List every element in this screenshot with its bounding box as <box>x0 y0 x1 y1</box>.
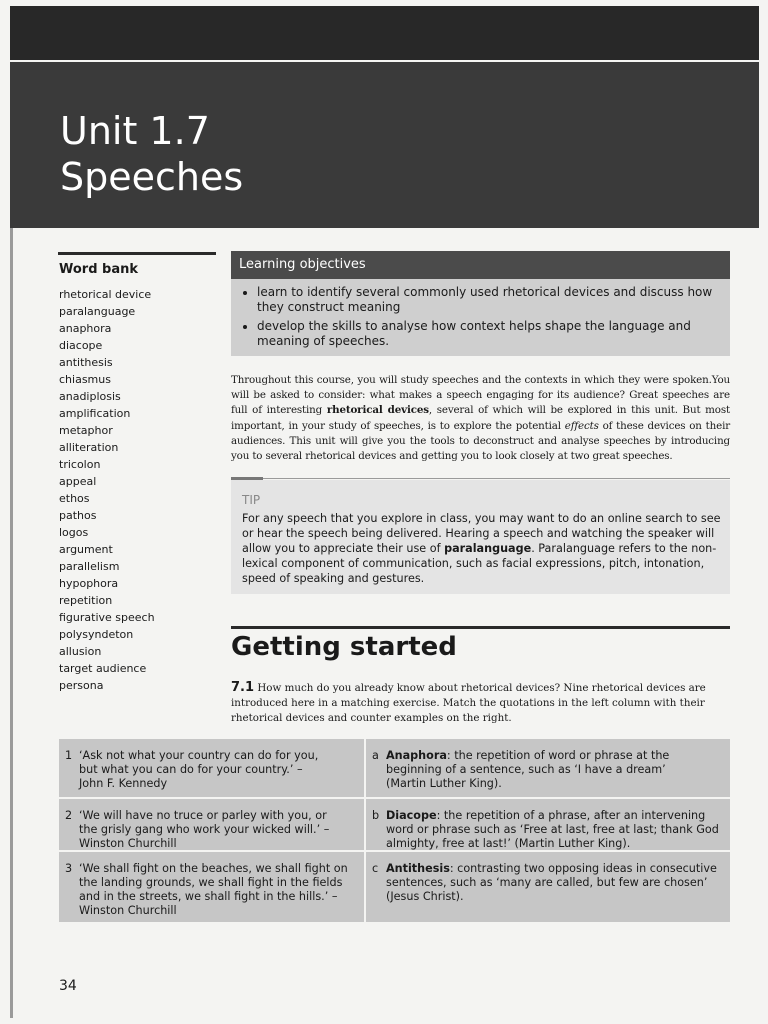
word-bank-item: alliteration <box>59 441 119 454</box>
intro-emphasis: effects <box>564 419 599 432</box>
tip-text <box>242 511 722 586</box>
top-strip <box>10 6 759 60</box>
word-bank-heading: Word bank <box>59 262 139 277</box>
word-bank-item: ethos <box>59 492 90 505</box>
word-bank-item: figurative speech <box>59 611 155 624</box>
page-edge-rule <box>10 228 13 1018</box>
question-7-1 <box>231 680 730 727</box>
getting-started-heading: Getting started <box>231 632 457 662</box>
word-bank-item: persona <box>59 679 104 692</box>
device-term: Antithesis <box>386 862 450 875</box>
unit-title <box>60 108 243 200</box>
device-term: Anaphora <box>386 749 447 762</box>
intro-text: , several of which will be explored in this unit. But most important, in your study of speeches, is to explore the potential <box>231 404 730 432</box>
word-bank-item: tricolon <box>59 458 101 471</box>
page-number: 34 <box>59 978 77 994</box>
device-description <box>386 749 722 791</box>
learning-objective-item: • develop the skills to analyse how context helps shape the language and meaning of speeches. <box>257 319 718 349</box>
learning-objective-item: • learn to identify several commonly used rhetorical devices and discuss how they construct meaning <box>257 285 718 315</box>
word-bank-item: rhetorical device <box>59 288 152 301</box>
getting-started-rule <box>231 626 730 629</box>
intro-text: Throughout this course, you will study speeches and the contexts in which they were spoken.You will be asked to consider: what makes a speech engaging for its audience? Great speeches are full of interesting <box>231 374 730 417</box>
word-bank-item: hypophora <box>59 577 119 590</box>
unit-number: Unit 1.7 <box>60 109 210 153</box>
quote-text: ‘We shall fight on the beaches, we shall fight on the landing grounds, we shall fight in the fields and in the streets, we shall fight in the hills.’ – Winston Churchill <box>79 862 348 917</box>
word-bank-item: polysyndeton <box>59 628 134 641</box>
word-bank-item: target audience <box>59 662 147 675</box>
quote-cell-1 <box>59 739 364 797</box>
tip-text-part: For any speech that you explore in class, you may want to do an online search to see or hear the speech being delivered. Hearing a speech and watching the speaker will allow you to appreciate their use of <box>242 512 721 555</box>
learning-objectives-heading: Learning objectives <box>231 251 730 279</box>
matching-table <box>59 739 730 922</box>
tip-text-part: . Paralanguage refers to the non-lexical component of communication, such as facial expressions, pitch, intonation, speed of speaking and gestures. <box>242 542 717 585</box>
intro-keyterm: rhetorical devices <box>326 404 429 417</box>
word-bank-item: diacope <box>59 339 103 352</box>
word-bank-item: pathos <box>59 509 97 522</box>
device-cell-a <box>366 739 730 797</box>
tip-label: TIP <box>242 493 261 507</box>
word-bank-item: antithesis <box>59 356 113 369</box>
word-bank-item: appeal <box>59 475 97 488</box>
quote-number: 3 <box>65 862 73 875</box>
quote-number: 2 <box>65 809 73 822</box>
tip-rule <box>263 478 730 479</box>
quote-number: 1 <box>65 749 73 762</box>
device-definition: : the repetition of word or phrase at the beginning of a sentence, such as ‘I have a dream’ (Martin Luther King). <box>386 749 670 790</box>
quote-text: ‘We will have no truce or parley with you, or the grisly gang who work your wicked will.’ – Winston Churchill <box>79 809 330 850</box>
question-text: How much do you already know about rhetorical devices? Nine rhetorical devices are introduced here in a matching exercise. Match the quotations in the left column with their rhetorical devices and counter examples on the right. <box>231 682 706 725</box>
device-letter: b <box>372 809 380 822</box>
word-bank-item: allusion <box>59 645 102 658</box>
word-bank-item: anadiplosis <box>59 390 121 403</box>
word-bank-rule <box>58 252 216 255</box>
quote-cell-3 <box>59 852 364 922</box>
word-bank-item: logos <box>59 526 89 539</box>
device-definition: : contrasting two opposing ideas in consecutive sentences, such as ‘many are called, but few are chosen’ (Jesus Christ). <box>386 862 717 903</box>
word-bank-item: parallelism <box>59 560 120 573</box>
word-bank-list <box>59 286 155 694</box>
word-bank-item: anaphora <box>59 322 112 335</box>
word-bank-item: metaphor <box>59 424 113 437</box>
tip-keyterm: paralanguage <box>444 542 532 555</box>
word-bank-item: paralanguage <box>59 305 136 318</box>
intro-paragraph <box>231 373 730 464</box>
device-cell-b <box>366 799 730 850</box>
unit-name: Speeches <box>60 155 244 199</box>
learning-objectives-box <box>231 251 730 356</box>
device-description <box>386 862 722 904</box>
device-letter: c <box>372 862 379 875</box>
device-cell-c <box>366 852 730 922</box>
word-bank-item: amplification <box>59 407 131 420</box>
question-number: 7.1 <box>231 680 255 695</box>
word-bank-item: chiasmus <box>59 373 111 386</box>
word-bank-item: repetition <box>59 594 113 607</box>
learning-objectives-list <box>231 285 730 349</box>
device-description <box>386 809 722 851</box>
device-term: Diacope <box>386 809 437 822</box>
quote-text: ‘Ask not what your country can do for you, but what you can do for your country.’ – John F. Kennedy <box>79 749 319 790</box>
quote-cell-2 <box>59 799 364 850</box>
tip-box <box>231 480 730 594</box>
word-bank-item: argument <box>59 543 113 556</box>
device-definition: : the repetition of a phrase, after an intervening word or phrase such as ‘Free at last, free at last; thank God almighty, free at last!’ (Martin Luther King). <box>386 809 719 850</box>
device-letter: a <box>372 749 379 762</box>
intro-text: of these devices on their audiences. This unit will give you the tools to deconstruct and analyse speeches by introducing you to several rhetorical devices and getting you to look closely at two great speeches. <box>231 419 730 463</box>
